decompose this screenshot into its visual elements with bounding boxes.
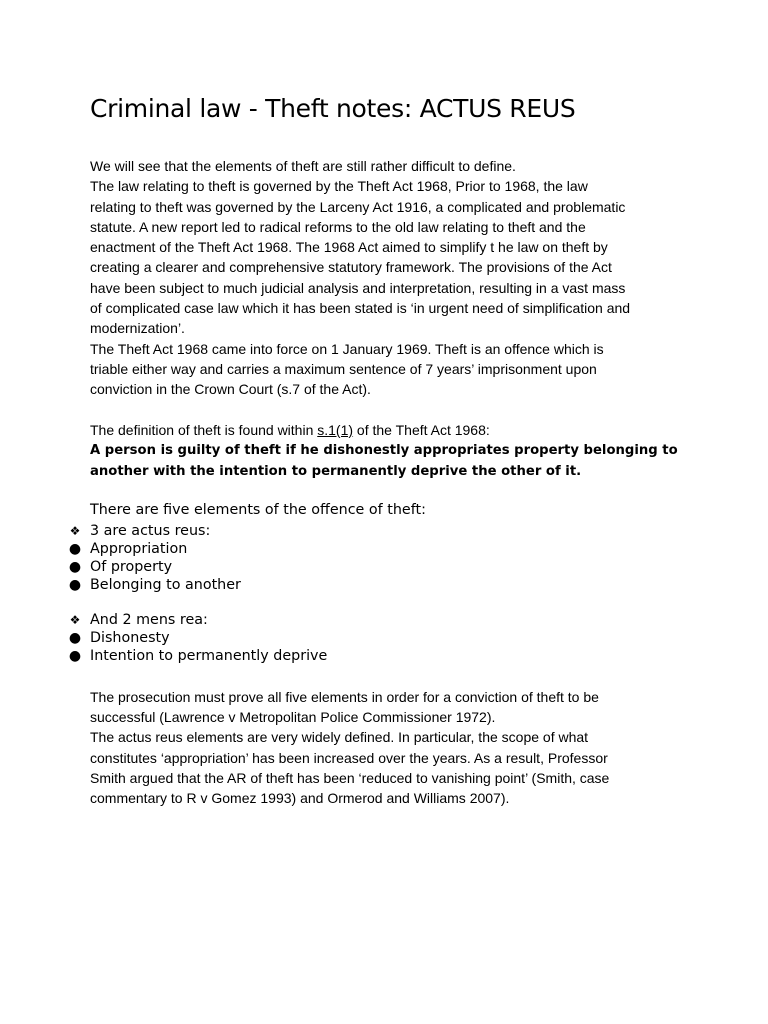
- diamond-bullet-icon: ❖: [69, 523, 81, 538]
- diamond-bullet-icon: ❖: [69, 612, 81, 627]
- closing-paragraph: [90, 687, 680, 809]
- dot-bullet-icon: ●: [68, 540, 82, 557]
- text-line: triable either way and carries a maximum sentence of 7 years’ imprisonment upon: [90, 360, 597, 377]
- actus-reus-list: [68, 522, 680, 594]
- text-line: creating a clearer and comprehensive statutory framework. The provisions of the Act: [90, 259, 612, 276]
- intro-paragraph: [90, 156, 680, 400]
- mens-rea-list: [68, 611, 680, 665]
- text-line: relating to theft was governed by the Larceny Act 1916, a complicated and problematic: [90, 198, 626, 215]
- text-line: statute. A new report led to radical reforms to the old law relating to theft and the: [90, 218, 586, 235]
- text-line: constitutes ‘appropriation’ has been increased over the years. As a result, Professor: [90, 749, 608, 766]
- definition-bold-line: A person is guilty of theft if he dishonestly appropriates property belonging to: [90, 442, 678, 458]
- text-line: of complicated case law which it has been stated is ‘in urgent need of simplification and: [90, 300, 631, 317]
- text-line: The prosecution must prove all five elements in order for a conviction of theft to be: [90, 688, 599, 705]
- dot-bullet-icon: ●: [68, 576, 82, 593]
- text-line: The Theft Act 1968 came into force on 1 January 1969. Theft is an offence which is: [90, 340, 604, 357]
- text-line: We will see that the elements of theft are still rather difficult to define.: [90, 158, 516, 174]
- dot-bullet-icon: ●: [68, 629, 82, 646]
- elements-intro: There are five elements of the offence of theft:: [90, 501, 426, 518]
- list-item: ● Appropriation: [68, 540, 188, 557]
- dot-bullet-icon: ●: [68, 558, 82, 575]
- definition-line: [90, 420, 680, 440]
- document-page: [68, 92, 680, 809]
- definition-prefix: The definition of theft is found within: [90, 421, 318, 438]
- text-line: successful (Lawrence v Metropolitan Police Commissioner 1972).: [90, 709, 496, 726]
- list-heading: ❖ And 2 mens rea:: [69, 611, 208, 628]
- definition-section: [90, 420, 680, 482]
- text-line: The law relating to theft is governed by the Theft Act 1968, Prior to 1968, the law: [90, 178, 588, 195]
- dot-bullet-icon: ●: [68, 647, 82, 664]
- text-line: conviction in the Crown Court (s.7 of the Act).: [90, 381, 371, 398]
- list-item: ● Belonging to another: [68, 576, 241, 593]
- section-reference-link[interactable]: s.1(1): [317, 421, 354, 438]
- text-line: have been subject to much judicial analysis and interpretation, resulting in a vast mass: [90, 279, 626, 296]
- list-item: ● Of property: [68, 558, 173, 575]
- page-title: Criminal law - Theft notes: ACTUS REUS: [90, 94, 576, 123]
- text-line: Smith argued that the AR of theft has been ‘reduced to vanishing point’ (Smith, case: [90, 770, 610, 787]
- text-line: commentary to R v Gomez 1993) and Ormerod and Williams 2007).: [90, 790, 510, 807]
- text-line: enactment of the Theft Act 1968. The 1968 Act aimed to simplify t he law on theft by: [90, 239, 608, 256]
- list-heading: ❖ 3 are actus reus:: [69, 522, 211, 539]
- definition-bold-line: another with the intention to permanently deprive the other of it.: [90, 463, 582, 479]
- list-item: ● Dishonesty: [68, 629, 170, 646]
- definition-suffix: of the Theft Act 1968:: [353, 421, 490, 438]
- list-item: ● Intention to permanently deprive: [68, 647, 328, 664]
- text-line: modernization’.: [90, 320, 185, 337]
- text-line: The actus reus elements are very widely defined. In particular, the scope of what: [90, 729, 589, 746]
